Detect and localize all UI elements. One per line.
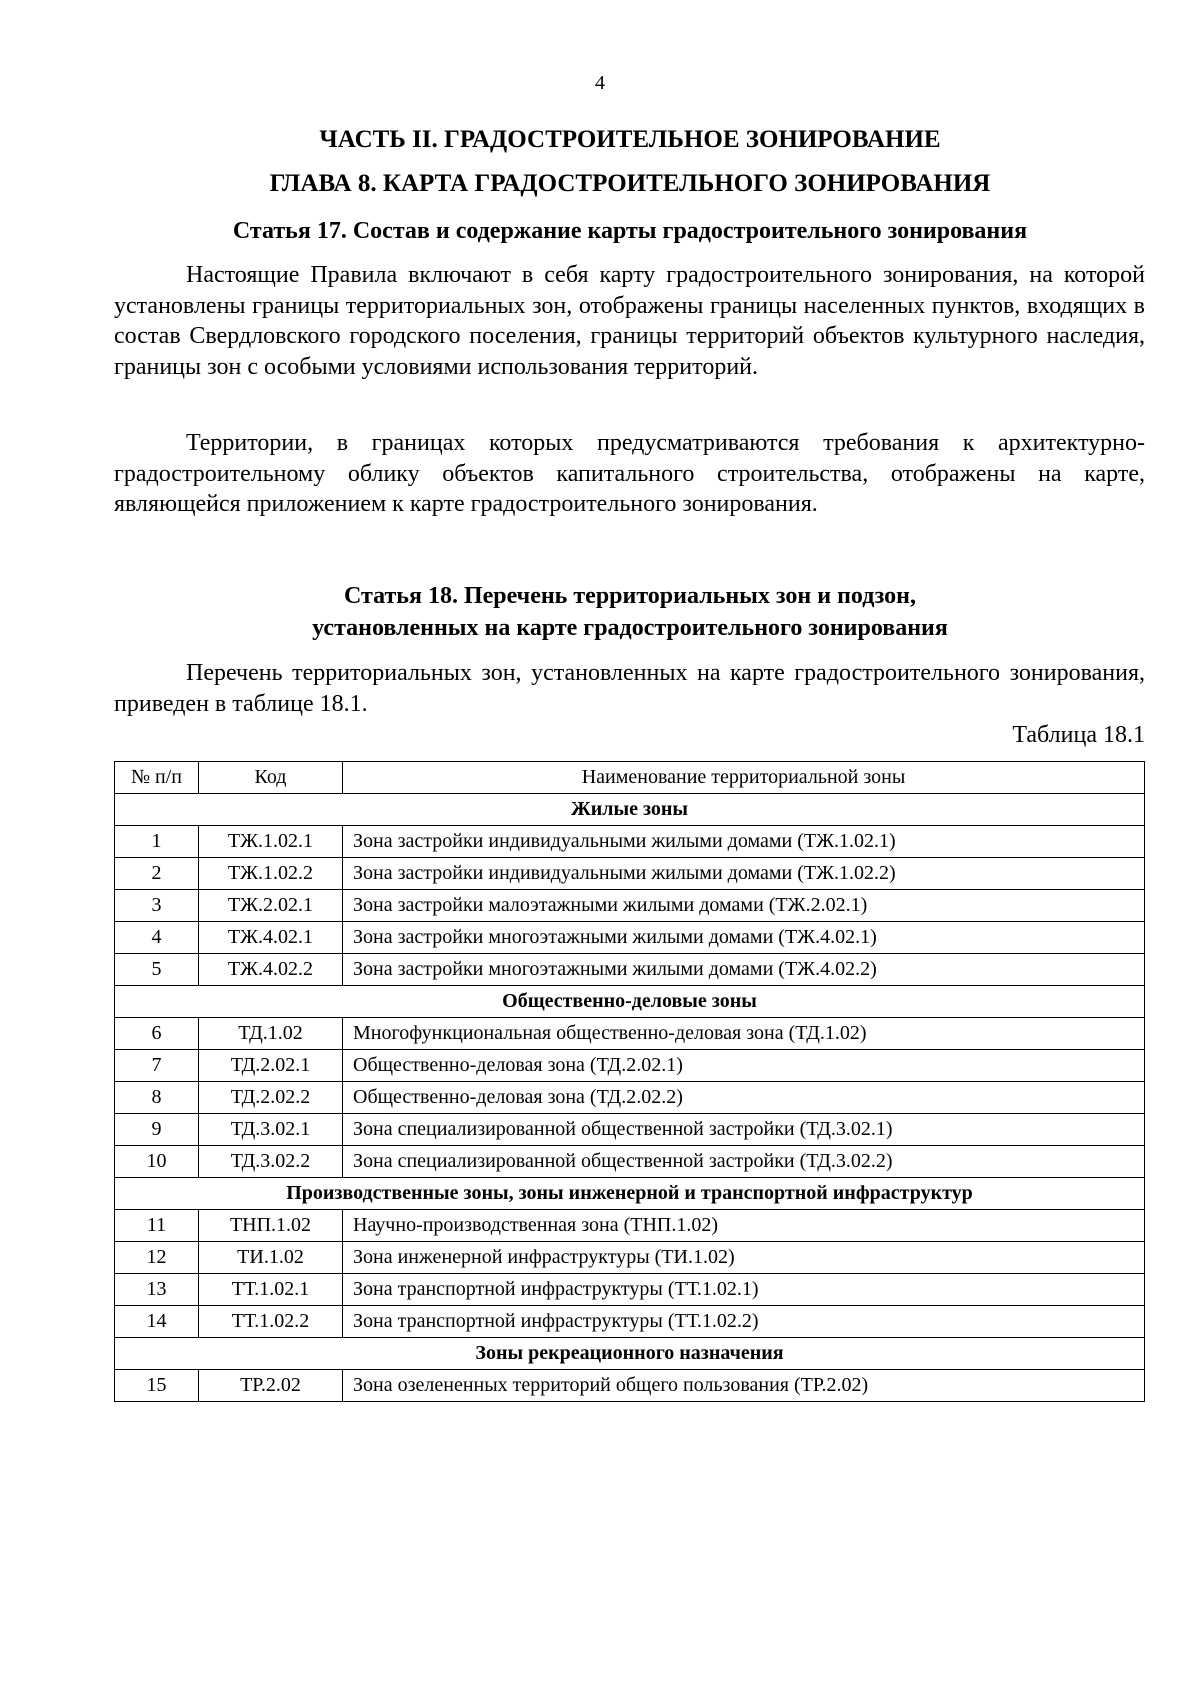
table-group-row: [115, 986, 1145, 1018]
cell-num: 7: [115, 1050, 199, 1082]
cell-name: Зона застройки многоэтажными жилыми домами (ТЖ.4.02.1): [343, 922, 1145, 954]
cell-num: 4: [115, 922, 199, 954]
header-code: Код: [199, 762, 343, 794]
group-title: Производственные зоны, зоны инженерной и транспортной инфраструктур: [115, 1178, 1145, 1210]
cell-code: ТЖ.2.02.1: [199, 890, 343, 922]
group-title: Жилые зоны: [115, 794, 1145, 826]
cell-code: ТД.3.02.1: [199, 1114, 343, 1146]
table-row: [115, 1306, 1145, 1338]
cell-name: Зона инженерной инфраструктуры (ТИ.1.02): [343, 1242, 1145, 1274]
table-row: [115, 1082, 1145, 1114]
cell-code: ТЖ.1.02.2: [199, 858, 343, 890]
cell-code: ТР.2.02: [199, 1370, 343, 1402]
cell-num: 3: [115, 890, 199, 922]
cell-name: Зона застройки многоэтажными жилыми домами (ТЖ.4.02.2): [343, 954, 1145, 986]
cell-name: Зона застройки индивидуальными жилыми домами (ТЖ.1.02.2): [343, 858, 1145, 890]
table-group-row: [115, 1178, 1145, 1210]
cell-code: ТЖ.4.02.2: [199, 954, 343, 986]
cell-num: 14: [115, 1306, 199, 1338]
cell-name: Зона специализированной общественной застройки (ТД.3.02.1): [343, 1114, 1145, 1146]
cell-num: 11: [115, 1210, 199, 1242]
cell-code: ТД.1.02: [199, 1018, 343, 1050]
cell-num: 15: [115, 1370, 199, 1402]
cell-code: ТД.2.02.2: [199, 1082, 343, 1114]
table-header-row: [115, 762, 1145, 794]
table-body: [115, 794, 1145, 1402]
table-row: [115, 890, 1145, 922]
cell-code: ТЖ.1.02.1: [199, 826, 343, 858]
article-18-title: [110, 580, 1150, 644]
page-number: 4: [595, 72, 605, 94]
table-row: [115, 1018, 1145, 1050]
table-row: [115, 1274, 1145, 1306]
cell-code: ТД.2.02.1: [199, 1050, 343, 1082]
table-group-row: [115, 794, 1145, 826]
header-num: № п/п: [115, 762, 199, 794]
cell-num: 1: [115, 826, 199, 858]
cell-num: 10: [115, 1146, 199, 1178]
article-18-paragraph: Перечень территориальных зон, установленных на карте градостроительного зонирования, приведен в таблице 18.1.: [114, 660, 1145, 717]
article-17-title: Статья 17. Состав и содержание карты градостроительного зонирования: [232, 218, 1028, 244]
table-row: [115, 826, 1145, 858]
group-title: Зоны рекреационного назначения: [115, 1338, 1145, 1370]
header-name: Наименование территориальной зоны: [343, 762, 1145, 794]
cell-name: Зона транспортной инфраструктуры (ТТ.1.02.2): [343, 1306, 1145, 1338]
table-row: [115, 922, 1145, 954]
article-18-title-line-2: установленных на карте градостроительного зонирования: [312, 615, 948, 641]
cell-num: 2: [115, 858, 199, 890]
cell-name: Зона озелененных территорий общего пользования (ТР.2.02): [343, 1370, 1145, 1402]
cell-name: Зона транспортной инфраструктуры (ТТ.1.02.1): [343, 1274, 1145, 1306]
cell-name: Общественно-деловая зона (ТД.2.02.1): [343, 1050, 1145, 1082]
cell-num: 5: [115, 954, 199, 986]
table-row: [115, 858, 1145, 890]
table-row: [115, 954, 1145, 986]
table-row: [115, 1370, 1145, 1402]
cell-code: ТТ.1.02.1: [199, 1274, 343, 1306]
article-18-title-line-1: Статья 18. Перечень территориальных зон и подзон,: [344, 583, 916, 609]
table-row: [115, 1146, 1145, 1178]
table-row: [115, 1050, 1145, 1082]
table-group-row: [115, 1338, 1145, 1370]
cell-code: ТИ.1.02: [199, 1242, 343, 1274]
cell-code: ТД.3.02.2: [199, 1146, 343, 1178]
cell-num: 6: [115, 1018, 199, 1050]
table-row: [115, 1210, 1145, 1242]
cell-num: 12: [115, 1242, 199, 1274]
cell-code: ТТ.1.02.2: [199, 1306, 343, 1338]
cell-num: 9: [115, 1114, 199, 1146]
cell-name: Научно-производственная зона (ТНП.1.02): [343, 1210, 1145, 1242]
part-title: ЧАСТЬ II. ГРАДОСТРОИТЕЛЬНОЕ ЗОНИРОВАНИЕ: [319, 126, 941, 153]
article-17-paragraph-2: Территории, в границах которых предусматриваются требования к архитектурно-градостроительному облику объектов капитального строительства, отображены на карте, являющейся приложением к карте градостроительного зонирования.: [114, 430, 1145, 517]
table-row: [115, 1242, 1145, 1274]
cell-name: Зона застройки малоэтажными жилыми домами (ТЖ.2.02.1): [343, 890, 1145, 922]
article-17-paragraph-1: Настоящие Правила включают в себя карту градостроительного зонирования, на которой установлены границы территориальных зон, отображены границы населенных пунктов, входящих в состав Свердловского городского поселения, границы территорий объектов культурного наследия, границы зон с особыми условиями использования территорий.: [114, 262, 1145, 380]
cell-name: Зона специализированной общественной застройки (ТД.3.02.2): [343, 1146, 1145, 1178]
cell-num: 13: [115, 1274, 199, 1306]
cell-code: ТНП.1.02: [199, 1210, 343, 1242]
table-caption: Таблица 18.1: [1012, 722, 1145, 748]
cell-name: Многофункциональная общественно-деловая зона (ТД.1.02): [343, 1018, 1145, 1050]
cell-code: ТЖ.4.02.1: [199, 922, 343, 954]
group-title: Общественно-деловые зоны: [115, 986, 1145, 1018]
cell-name: Зона застройки индивидуальными жилыми домами (ТЖ.1.02.1): [343, 826, 1145, 858]
zones-table: [114, 761, 1145, 1402]
table-row: [115, 1114, 1145, 1146]
cell-name: Общественно-деловая зона (ТД.2.02.2): [343, 1082, 1145, 1114]
chapter-title: ГЛАВА 8. КАРТА ГРАДОСТРОИТЕЛЬНОГО ЗОНИРОВАНИЯ: [269, 170, 991, 197]
cell-num: 8: [115, 1082, 199, 1114]
